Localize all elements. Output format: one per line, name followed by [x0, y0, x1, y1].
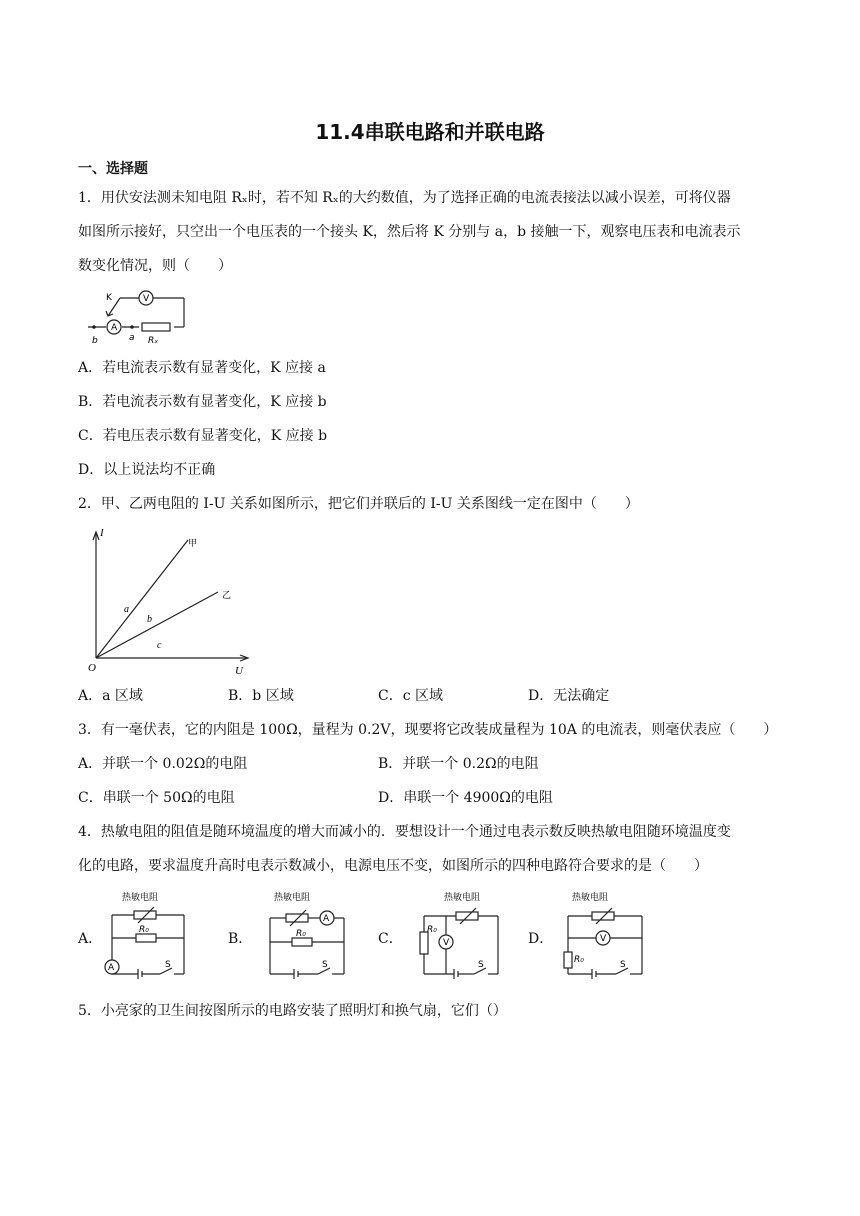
q4-c-voltmeter-label: V — [443, 938, 450, 948]
q3-text-line1: 3．有一毫伏表，它的内阻是 100Ω，量程为 0.2V，现要将它改装成量程为 10A 的电流表，则毫伏表应（ ） — [78, 722, 778, 738]
q2-line-label-yi: 乙 — [222, 591, 232, 601]
q4-text-line1: 4．热敏电阻的阻值是随环境温度的增大而减小的．要想设计一个通过电表示数反映热敏电阻随环境温度变 — [78, 824, 731, 840]
q4-d-thermistor-label: 热敏电阻 — [572, 893, 609, 903]
q4-b-switch-label: S — [322, 960, 328, 970]
q1-option-d: D．以上说法均不正确 — [78, 462, 216, 478]
page-title: 11.4串联电路和并联电路 — [315, 120, 545, 144]
q2-option-a: A．a 区域 — [78, 688, 143, 704]
q4-c-r0-label: R₀ — [427, 925, 437, 935]
q1-option-c: C．若电压表示数有显著变化，K 应接 b — [78, 428, 328, 444]
q4-circuit-a — [98, 890, 190, 982]
q4-d-switch-label: S — [620, 960, 626, 970]
q4-circuit-d — [560, 890, 652, 982]
q2-line-label-jia: 甲 — [188, 539, 198, 549]
q4-circuit-c — [414, 890, 506, 982]
q2-origin-label: O — [88, 662, 96, 674]
q2-option-b: B．b 区域 — [228, 688, 294, 704]
q3-option-b: B．并联一个 0.2Ω的电阻 — [378, 756, 539, 772]
q2-option-c: C．c 区域 — [378, 688, 444, 704]
q4-option-b-label: B． — [228, 931, 253, 947]
section-heading: 一、选择题 — [78, 161, 148, 177]
q4-a-thermistor-label: 热敏电阻 — [122, 893, 159, 903]
q1-fig-label-b: b — [92, 336, 98, 346]
q2-axis-label-u: U — [235, 665, 243, 676]
q3-option-a: A．并联一个 0.02Ω的电阻 — [78, 756, 248, 772]
q3-option-c: C．串联一个 50Ω的电阻 — [78, 790, 235, 806]
q4-option-a-label: A． — [78, 931, 103, 947]
q2-option-d: D．无法确定 — [528, 688, 610, 704]
q4-d-r0-label: R₀ — [574, 955, 584, 965]
q1-option-b: B．若电流表示数有显著变化，K 应接 b — [78, 394, 327, 410]
q1-text-line3: 数变化情况，则（ ） — [78, 258, 232, 274]
q1-fig-label-rx: Rₓ — [148, 336, 159, 346]
q4-a-r0-label: R₀ — [139, 925, 149, 935]
q4-option-d-label: D． — [528, 931, 554, 947]
q1-option-a: A．若电流表示数有显著变化，K 应接 a — [78, 360, 326, 376]
q4-option-c-label: C． — [378, 931, 403, 947]
q1-fig-label-k: K — [106, 293, 112, 303]
q4-b-thermistor-label: 热敏电阻 — [274, 893, 311, 903]
q2-region-label-a: a — [124, 604, 129, 615]
q2-text-line1: 2．甲、乙两电阻的 I-U 关系如图所示，把它们并联后的 I-U 关系图线一定在图中（ ） — [78, 496, 639, 512]
q1-fig-label-ammeter: A — [111, 323, 118, 333]
q4-text-line2: 化的电路，要求温度升高时电表示数减小，电源电压不变，如图所示的四种电路符合要求的是（ ） — [78, 858, 708, 874]
q2-axis-label-i: I — [100, 527, 104, 539]
q1-text-line1: 1．用伏安法测未知电阻 Rₓ时，若不知 Rₓ的大约数值，为了选择正确的电流表接法以减小误差，可将仪器 — [78, 190, 731, 206]
q1-circuit-figure — [84, 286, 194, 348]
q4-circuit-b — [264, 890, 356, 982]
q1-text-line2: 如图所示接好，只空出一个电压表的一个接头 K，然后将 K 分别与 a，b 接触一下，观察电压表和电流表示 — [78, 224, 741, 240]
q4-c-thermistor-label: 热敏电阻 — [444, 893, 481, 903]
q4-a-switch-label: S — [165, 960, 171, 970]
q1-fig-label-v: V — [143, 294, 150, 304]
q4-a-ammeter-label: A — [108, 963, 115, 973]
q4-c-switch-label: S — [478, 960, 484, 970]
q1-fig-label-a: a — [129, 333, 135, 343]
q4-b-ammeter-label: A — [323, 914, 330, 924]
q3-option-d: D．串联一个 4900Ω的电阻 — [378, 790, 553, 806]
q2-iu-graph — [86, 526, 256, 676]
q4-b-r0-label: R₀ — [296, 929, 306, 939]
q2-region-label-c: c — [157, 640, 162, 651]
q5-text-line1: 5．小亮家的卫生间按图所示的电路安装了照明灯和换气扇，它们（） — [78, 1003, 507, 1019]
q2-region-label-b: b — [147, 614, 152, 625]
q4-d-voltmeter-label: V — [600, 934, 607, 944]
